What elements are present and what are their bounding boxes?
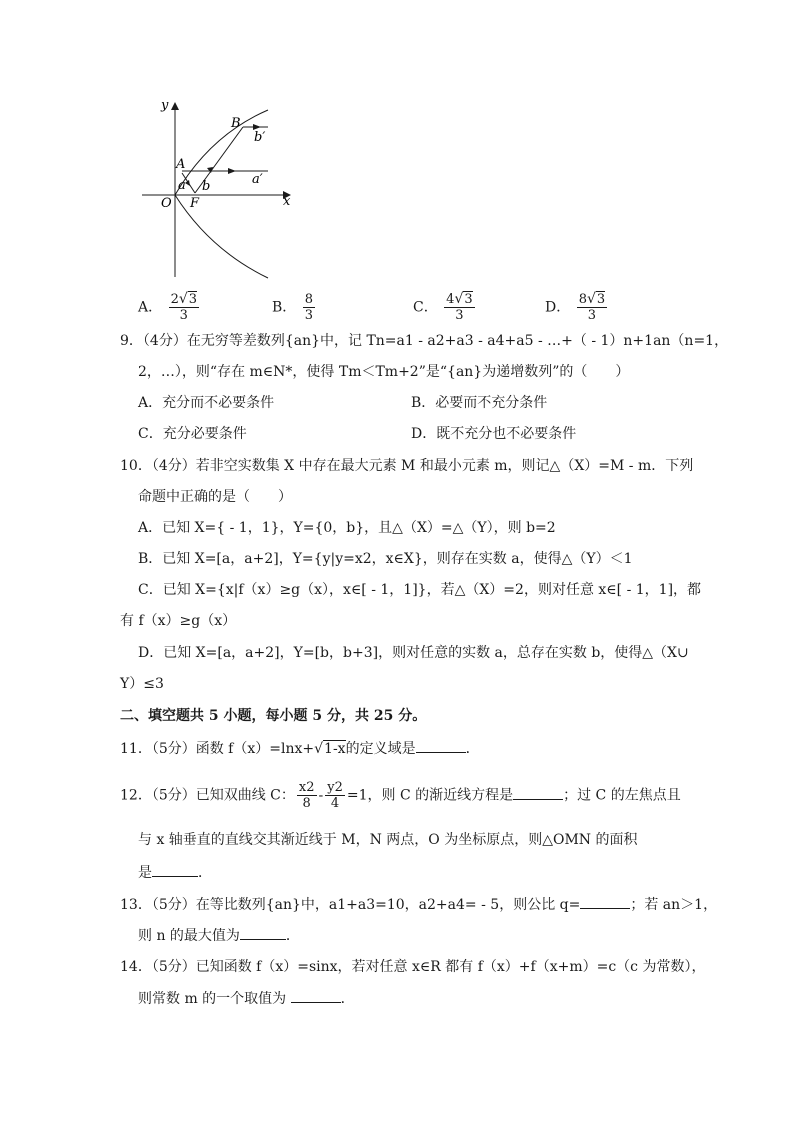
q13-max-n-blank[interactable] bbox=[240, 925, 286, 940]
q10-option-a: A．已知 X={ - 1，1}，Y={0，b}，且△（X）=△（Y），则 b=2 bbox=[138, 520, 556, 536]
q13-line2: 则 n 的最大值为 ． bbox=[138, 925, 300, 946]
q10-option-b: B．已知 X=[a，a+2]，Y={y|y=x2，x∈X}，则存在实数 a，使得△（Y）＜1 bbox=[138, 551, 633, 567]
section-2-heading: 二、填空题共 5 小题，每小题 5 分，共 25 分。 bbox=[120, 708, 427, 724]
q10-option-d-line2: Y）≤3 bbox=[120, 676, 164, 692]
q10-option-c-line2: 有 f（x）≥g（x） bbox=[120, 613, 237, 629]
q9-line2: 2，…），则“存在 m∈N*，使得 Tm＜Tm+2”是“{an}为递增数列”的（ ） bbox=[138, 364, 630, 380]
q9-option-b: B．必要而不充分条件 bbox=[411, 395, 548, 411]
q11: 11．（5分）函数 f（x）=lnx+√1-x的定义域是 ． bbox=[120, 738, 480, 759]
q13-line1: 13．（5分）在等比数列{an}中，a1+a3=10，a2+a4= - 5，则公比 q= ；若 an＞1， bbox=[120, 894, 717, 915]
label-F: F bbox=[190, 196, 200, 211]
label-a: a bbox=[178, 178, 186, 193]
q14-answer-blank[interactable] bbox=[291, 988, 341, 1003]
q12-line1: 12．（5分）已知双曲线 C： $\frac{x2}{8}$ - $\frac{y2}{4}$ =1，则 C 的渐近线方程是 ；过 C 的左焦点且 bbox=[120, 780, 681, 811]
q9-line1: 9．（4分）在无穷等差数列{an}中，记 Tn=a1 - a2+a3 - a4+a5 - …+（ - 1）n+1an（n=1， bbox=[120, 333, 729, 349]
parabola-figure bbox=[140, 95, 305, 280]
q8-option-b: B． $\frac{8}{3}$ bbox=[272, 292, 314, 323]
q9-option-a: A．充分而不必要条件 bbox=[138, 395, 275, 411]
q11-answer-blank[interactable] bbox=[416, 738, 466, 753]
arrow-head bbox=[228, 168, 236, 174]
q9-option-c: C．充分必要条件 bbox=[138, 426, 247, 442]
q12-line2: 与 x 轴垂直的直线交其渐近线于 M，N 两点，O 为坐标原点，则△OMN 的面积 bbox=[138, 832, 638, 848]
q8-option-a: A． $\frac{2√3}{3}$ bbox=[138, 291, 198, 323]
label-x: x bbox=[283, 194, 291, 209]
q12-asymptote-blank[interactable] bbox=[513, 785, 563, 800]
q12-line3: 是 ． bbox=[138, 862, 212, 883]
q9-option-d: D．既不充分也不必要条件 bbox=[411, 426, 577, 442]
q10-option-c-line1: C．已知 X={x|f（x）≥g（x），x∈[ - 1，1]}，若△（X）=2，则对任意 x∈[ - 1，1]，都 bbox=[138, 582, 702, 598]
q14-line2: 则常数 m 的一个取值为 ． bbox=[138, 988, 355, 1009]
label-y: y bbox=[161, 98, 169, 113]
q12-area-blank[interactable] bbox=[152, 862, 198, 877]
label-a-prime: a′ bbox=[252, 172, 263, 187]
q13-ratio-blank[interactable] bbox=[580, 894, 630, 909]
q8-option-c: C． $\frac{4√3}{3}$ bbox=[413, 291, 473, 323]
label-b-prime: b′ bbox=[254, 130, 266, 145]
q14-line1: 14．（5分）已知函数 f（x）=sinx，若对任意 x∈R 都有 f（x）+f（x+m）=c（c 为常数）， bbox=[120, 959, 706, 975]
label-O: O bbox=[161, 196, 172, 211]
q8-option-d: D． $\frac{8√3}{3}$ bbox=[545, 291, 606, 323]
label-b: b bbox=[202, 179, 211, 194]
q10-option-d-line1: D．已知 X=[a，a+2]，Y=[b，b+3]，则对任意的实数 a，总存在实数 b，使得△（X∪ bbox=[138, 645, 689, 661]
label-B: B bbox=[231, 116, 241, 131]
q10-line1: 10．（4分）若非空实数集 X 中存在最大元素 M 和最小元素 m，则记△（X）=M - m．下列 bbox=[120, 458, 694, 474]
q10-line2: 命题中正确的是（ ） bbox=[138, 489, 292, 505]
label-A: A bbox=[176, 157, 186, 172]
